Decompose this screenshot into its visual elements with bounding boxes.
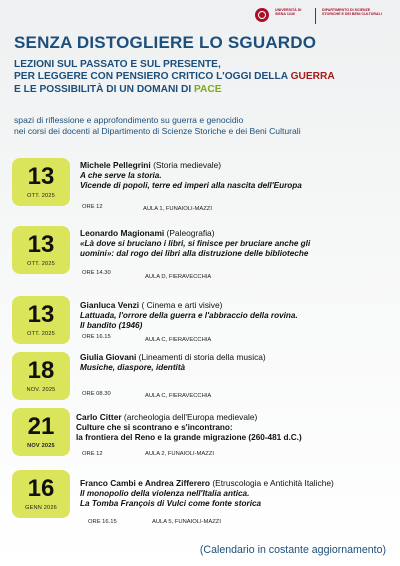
talk-title-line-2: Il bandito (1946)	[80, 320, 143, 330]
talk-title-line-1: Culture che si scontrano e s'incontrano:	[76, 422, 233, 432]
event-speaker	[76, 412, 391, 423]
event-room: AULA D, FIERAVECCHIA	[145, 274, 212, 280]
peace-word: PACE	[194, 83, 222, 95]
event-speaker	[80, 352, 395, 363]
event-day: 16	[27, 475, 55, 502]
speaker-name: Carlo Citter	[76, 412, 122, 422]
event-day: 13	[27, 231, 55, 258]
speaker-name: Giulia Giovani	[80, 352, 137, 362]
event-time: ORE 16.15	[82, 334, 111, 340]
speaker-name: Leonardo Magionami	[80, 228, 165, 238]
description-line-2: nei corsi dei docenti al Dipartimento di Scienze Storiche e dei Beni Culturali	[14, 126, 301, 136]
talk-title-line-2: La Tomba François di Vulci come fonte storica	[80, 498, 262, 508]
university-seal-icon	[255, 8, 269, 22]
event-room: AULA 1, FUNAIOLI-MAZZI	[143, 206, 212, 212]
speaker-field: (Paleografia)	[164, 228, 215, 238]
event-time: ORE 14.30	[82, 270, 111, 276]
event-time: ORE 16.15	[88, 519, 117, 525]
event-day: 18	[27, 357, 55, 384]
date-box	[12, 226, 70, 274]
page-title: SENZA DISTOGLIERE LO SGUARDO	[14, 33, 317, 52]
subtitle-line-1: LEZIONI SUL PASSATO E SUL PRESENTE,	[14, 59, 221, 70]
event-room: AULA 2, FUNAIOLI-MAZZI	[145, 451, 214, 457]
university-logo-text: UNIVERSITÀ DI SIENA 1240	[275, 8, 302, 17]
event-content	[80, 478, 395, 509]
event-month: OTT. 2025	[27, 261, 55, 267]
event-time: ORE 08.30	[82, 391, 111, 397]
subtitle	[14, 59, 394, 96]
speaker-name: Michele Pellegrini	[80, 160, 151, 170]
event-day: 13	[27, 163, 55, 190]
calendar-note: (Calendario in costante aggiornamento)	[199, 544, 386, 556]
event-content	[76, 412, 391, 443]
event-content	[80, 160, 395, 191]
speaker-field: (archeologia dell'Europa medievale)	[121, 412, 258, 422]
talk-title-line-1: Musiche, diaspore, identità	[80, 362, 186, 372]
subtitle-line-2-text: PER LEGGERE CON PENSIERO CRITICO L'OGGI DELLA	[14, 71, 291, 83]
event-month: GENN 2026	[25, 505, 57, 511]
event-day: 21	[27, 413, 55, 440]
logo-divider	[315, 8, 316, 24]
event-room: AULA 5, FUNAIOLI-MAZZI	[152, 519, 221, 525]
date-box	[12, 470, 70, 518]
talk-title-line-2: uomini»: dal rogo dei libri alla distruzione delle biblioteche	[80, 248, 309, 258]
talk-title-line-2: Vicende di popoli, terre ed imperi alla nascita dell'Europa	[80, 180, 302, 190]
talk-title-line-1: A che serve la storia.	[80, 170, 162, 180]
event-content	[80, 228, 395, 259]
talk-title-line-1: Il monopolio della violenza nell'Italia antica.	[80, 488, 250, 498]
talk-title-line-1: «Là dove si bruciano i libri, si finisce per bruciare anche gli	[80, 238, 311, 248]
subtitle-line-3	[14, 84, 394, 96]
war-word: GUERRA	[290, 71, 335, 83]
logos	[255, 8, 386, 24]
event-speaker	[80, 478, 395, 489]
talk-title-line-1: Lattuada, l'orrore della guerra e l'abbraccio della rovina.	[80, 310, 298, 320]
event-day: 13	[27, 301, 55, 328]
event-speaker	[80, 228, 395, 239]
speaker-field: (Lineamenti di storia della musica)	[136, 352, 266, 362]
description	[14, 115, 394, 137]
event-month: NOV 2025	[27, 443, 55, 449]
date-box	[12, 408, 70, 456]
event-month: NOV. 2025	[26, 387, 56, 393]
date-box	[12, 158, 70, 206]
event-time: ORE 12	[82, 204, 103, 210]
event-room: AULA C, FIERAVECCHIA	[145, 337, 212, 343]
event-speaker	[80, 160, 395, 171]
description-line-1: spazi di riflessione e approfondimento su guerra e genocidio	[14, 115, 244, 125]
subtitle-line-2	[14, 71, 394, 83]
speaker-field: ( Cinema e arti visive)	[139, 300, 223, 310]
event-content	[80, 352, 395, 373]
date-box	[12, 296, 70, 344]
subtitle-line-3-text: E LE POSSIBILITÀ DI UN DOMANI DI	[14, 83, 194, 95]
talk-title-line-2: la frontiera del Reno e la grande migrazione (260-481 d.C.)	[76, 432, 302, 442]
event-speaker	[80, 300, 395, 311]
speaker-field: (Storia medievale)	[150, 160, 222, 170]
speaker-name: Gianluca Venzi	[80, 300, 140, 310]
event-month: OTT. 2025	[27, 331, 55, 337]
event-content	[80, 300, 395, 331]
date-box	[12, 352, 70, 400]
speaker-name: Franco Cambi e Andrea Zifferero	[80, 478, 210, 488]
department-logo-text: DIPARTIMENTO DI SCIENZE STORICHE E DEI BENI CULTURALI	[322, 8, 382, 17]
speaker-field: (Etruscologia e Antichità Italiche)	[210, 478, 334, 488]
event-time: ORE 12	[82, 451, 103, 457]
event-room: AULA C, FIERAVECCHIA	[145, 393, 212, 399]
event-month: OTT. 2025	[27, 193, 55, 199]
